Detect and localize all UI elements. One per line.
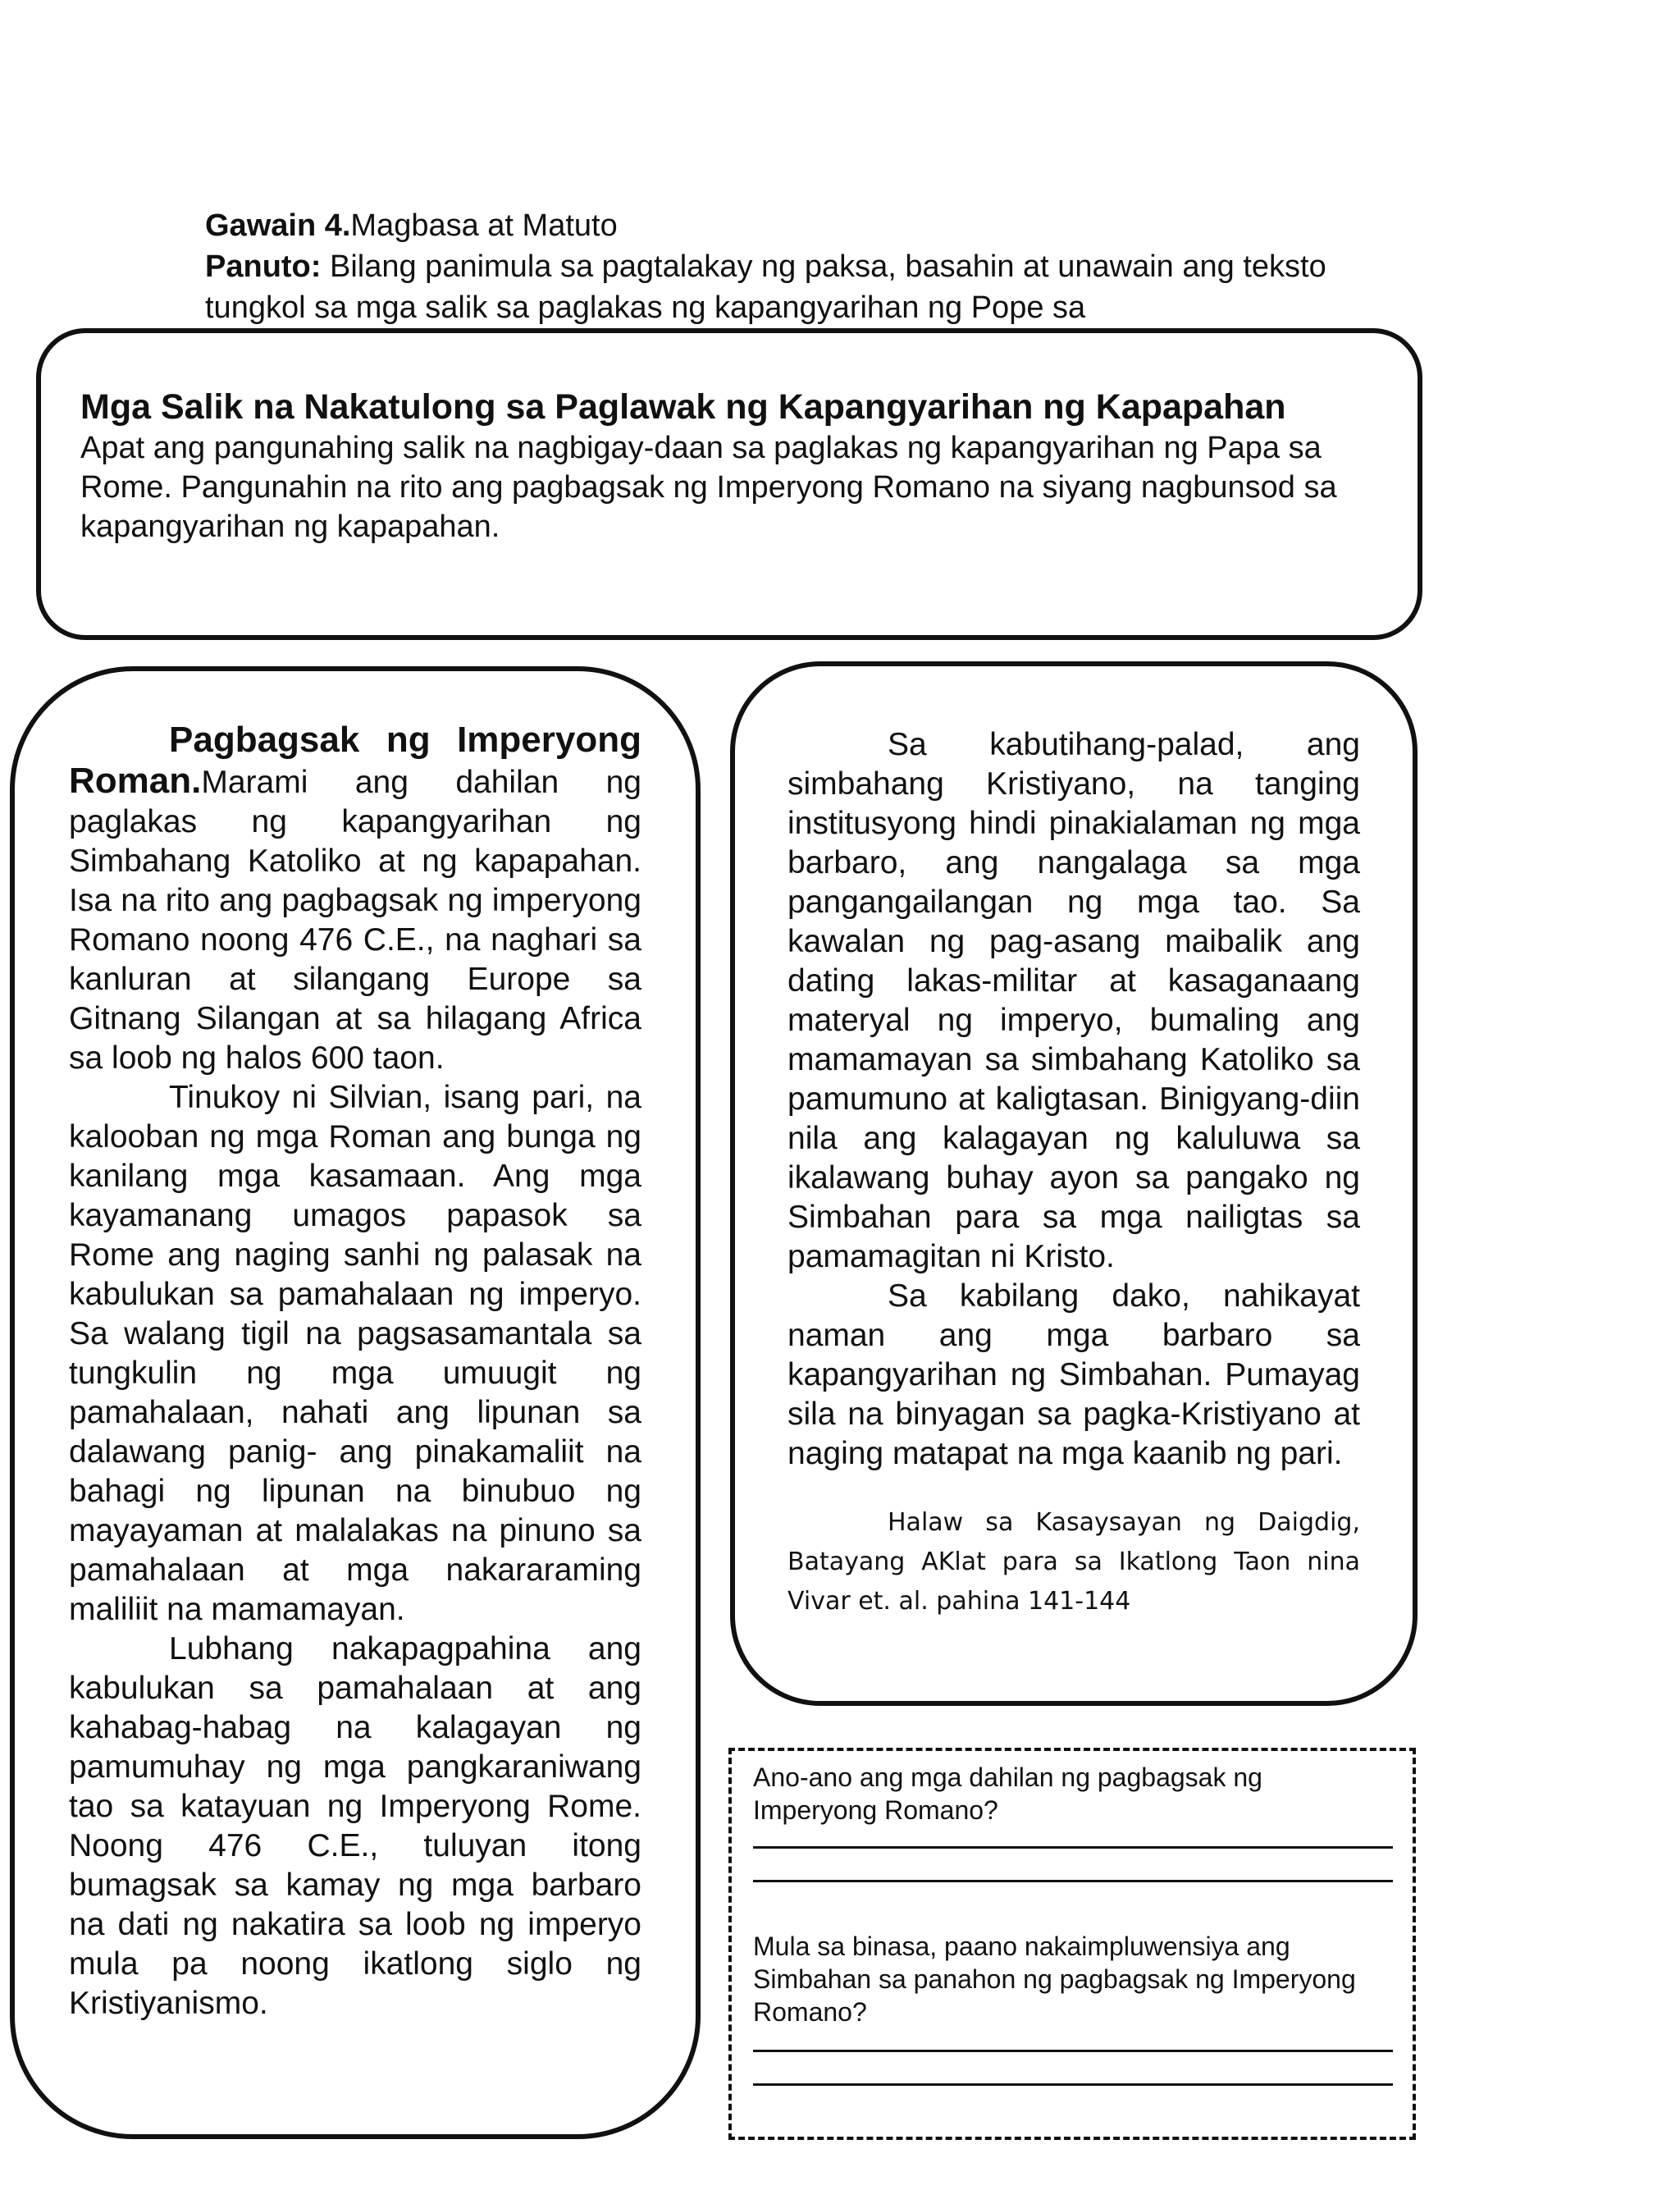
activity-label: Gawain 4.: [205, 208, 351, 243]
questions-box: [728, 1748, 1416, 2140]
instruction-text: Bilang panimula sa pagtalakay ng paksa, basahin at unawain ang teksto tungkol sa mga salik sa paglakas ng kapangyarihan ng Pope sa: [205, 249, 1326, 325]
left-heading: Pagbagsak ng Imperyong Roman.: [69, 720, 641, 801]
answer-line[interactable]: [753, 2083, 1393, 2086]
source-citation: Halaw sa Kasaysayan ng Daigdig, Batayang AKlat para sa Ikatlong Taon nina Vivar et. al. pahina 141-144: [788, 1508, 1360, 1616]
intro-body: Apat ang pangunahing salik na nagbigay-daan sa paglakas ng kapangyarihan ng Papa sa Rome. Pangunahin na rito ang pagbagsak ng Imperyong Romano na siyang nagbunsod sa kapangyarihan ng kapapahan.: [80, 431, 1337, 544]
intro-title: Mga Salik na Nakatulong sa Paglawak ng Kapangyarihan ng Kapapahan: [80, 387, 1286, 427]
right-paragraph-1: Sa kabutihang-palad, ang simbahang Kristiyano, na tanging institusyong hindi pinakialaman ng mga barbaro, ang nangalaga sa mga pangangailangan ng mga tao. Sa kawalan ng pag-asang maibalik ang dating lakas-militar at kasaganaang materyal ng imperyo, bumaling ang mamamayan sa simbahang Katoliko sa pamumuno at kaligtasan. Binigyang-diin nila ang kalagayan ng kaluluwa sa ikalawang buhay ayon sa pangako ng Simbahan para sa mga nailigtas sa pamamagitan ni Kristo.: [788, 727, 1360, 1274]
answer-line[interactable]: [753, 1880, 1393, 1882]
left-column-box: [10, 666, 701, 2139]
left-paragraph-1: [69, 720, 641, 1078]
activity-title: Magbasa at Matuto: [350, 208, 618, 243]
instruction-line: [205, 246, 1395, 328]
instruction-label: Panuto:: [205, 249, 322, 284]
right-paragraph-2: Sa kabilang dako, nahikayat naman ang mga barbaro sa kapangyarihan ng Simbahan. Pumayag sila na binyagan sa pagka-Kristiyano at naging matapat na mga kaanib ng pari.: [788, 1278, 1360, 1471]
question-1: Ano-ano ang mga dahilan ng pagbagsak ng Imperyong Romano?: [753, 1763, 1262, 1825]
left-paragraph-1-text: Marami ang dahilan ng paglakas ng kapangyarihan ng Simbahang Katoliko at ng kapapahan. Isa na rito ang pagbagsak ng imperyong Romano noong 476 C.E., na naghari sa kanluran at silangang Europe sa Gitnang Silangan at sa hilagang Africa sa loob ng halos 600 taon.: [69, 765, 641, 1076]
activity-title-line: [205, 205, 1395, 246]
question-2: Mula sa binasa, paano nakaimpluwensiya ang Simbahan sa panahon ng pagbagsak ng Imperyong Romano?: [753, 1932, 1356, 2027]
left-paragraph-2: Tinukoy ni Silvian, isang pari, na kalooban ng mga Roman ang bunga ng kanilang mga kasamaan. Ang mga kayamanang umagos papasok sa Rome ang naging sanhi ng palasak na kabulukan sa pamahalaan ng imperyo. Sa walang tigil na pagsasamantala sa tungkulin ng mga umuugit ng pamahalaan, nahati ang lipunan sa dalawang panig- ang pinakamaliit na bahagi ng lipunan na binubuo ng mayayaman at malalakas na pinuno sa pamahalaan at mga nakararaming maliliit na mamamayan.: [69, 1080, 641, 1627]
answer-line[interactable]: [753, 1846, 1393, 1849]
left-paragraph-3: Lubhang nakapagpahina ang kabulukan sa pamahalaan at ang kahabag-habag na kalagayan ng pamumuhay ng mga pangkaraniwang tao sa katayuan ng Imperyong Rome. Noong 476 C.E., tuluyan itong bumagsak sa kamay ng mga barbaro na dati ng nakatira sa loob ng imperyo mula pa noong ikatlong siglo ng Kristiyanismo.: [69, 1631, 641, 2021]
activity-header: [205, 205, 1395, 328]
right-column-box: [730, 661, 1418, 1706]
intro-box: [36, 328, 1422, 640]
answer-line[interactable]: [753, 2050, 1393, 2052]
